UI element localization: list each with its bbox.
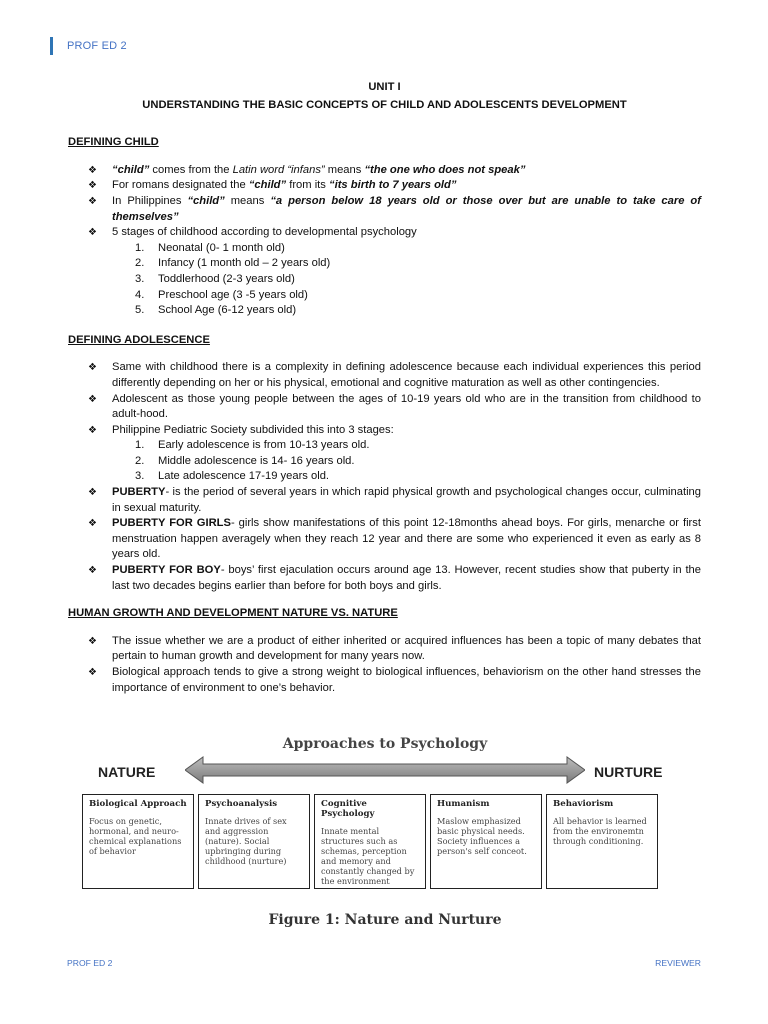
list-item [68, 272, 701, 288]
term: PUBERTY FOR GIRLS [112, 517, 231, 530]
text: The issue whether we are a product of either inherited or acquired influences has been a topic of many debates that pertain to human growth and development for many years now. [112, 634, 701, 663]
stage-text: Middle adolescence is 14- 16 years old. [158, 454, 355, 467]
unit-subtitle: UNDERSTANDING THE BASIC CONCEPTS OF CHILD AND ADOLESCENTS DEVELOPMENT [142, 98, 627, 111]
approach-title: Psychoanalysis [205, 799, 278, 809]
list-item [68, 225, 701, 241]
list-item [68, 485, 701, 516]
term: “child” [187, 194, 225, 207]
diamond-bullet-icon: ❖ [88, 667, 97, 678]
list-number: 4. [135, 288, 145, 301]
section-heading-nature: HUMAN GROWTH AND DEVELOPMENT NATURE VS. NATURE [68, 607, 398, 620]
childhood-stages-list [68, 241, 701, 319]
header-title: PROF ED 2 [67, 40, 127, 52]
text: 5 stages of childhood according to developmental psychology [112, 226, 417, 239]
header-accent-bar [50, 37, 53, 55]
text: In Philippines [112, 194, 188, 207]
list-item [68, 516, 701, 563]
approach-box-biological [82, 794, 194, 889]
diamond-bullet-icon: ❖ [88, 164, 97, 176]
diamond-bullet-icon: ❖ [88, 227, 97, 239]
diamond-bullet-icon: ❖ [88, 487, 97, 499]
approach-box-psychoanalysis [198, 794, 310, 889]
list-item [68, 178, 701, 194]
list-item [68, 360, 701, 391]
approach-box-humanism [430, 794, 542, 889]
list-item [68, 288, 701, 304]
approach-desc: Focus on genetic, hormonal, and neuro-chemical explanations of behavior [89, 816, 182, 856]
term: PUBERTY [112, 486, 166, 499]
approach-title: Cognitive Psychology [321, 799, 375, 819]
stage-text: Early adolescence is from 10-13 years old. [158, 439, 370, 452]
list-item [68, 423, 701, 439]
approach-box-behaviorism [546, 794, 658, 889]
list-item [68, 392, 701, 423]
list-item [68, 163, 701, 179]
approach-title: Biological Approach [89, 799, 187, 809]
text: Philippine Pediatric Society subdivided this into 3 stages: [112, 423, 394, 436]
list-number: 5. [135, 304, 145, 317]
diamond-bullet-icon: ❖ [88, 195, 97, 207]
text: Adolescent as those young people between the ages of 10-19 years old who are in the transition from childhood to adult-hood. [112, 392, 701, 421]
list-item [68, 469, 701, 485]
approach-desc: All behavior is learned from the environemtn through conditioning. [553, 816, 647, 846]
text: means [224, 194, 271, 207]
stage-text: Preschool age (3 -5 years old) [158, 288, 308, 301]
text: - boys’ first ejaculation occurs around age 13. However, recent studies show that puberty in the last two decades begins earlier than before for both boys and girls. [112, 564, 701, 592]
term: “child” [248, 179, 287, 192]
approach-box-cognitive [314, 794, 426, 889]
diamond-bullet-icon: ❖ [88, 180, 97, 192]
diamond-bullet-icon: ❖ [88, 635, 97, 647]
child-bullets [68, 163, 701, 241]
footer-right: REVIEWER [655, 958, 701, 968]
footer-left: PROF ED 2 [67, 958, 113, 968]
text: For romans designated the [112, 179, 249, 192]
diamond-bullet-icon: ❖ [88, 518, 97, 530]
list-item [68, 438, 701, 454]
puberty-bullets [68, 485, 701, 594]
figure-title: Approaches to Psychology [282, 736, 488, 752]
figure-caption: Figure 1: Nature and Nurture [268, 912, 502, 928]
term: “its birth to 7 years old” [329, 179, 457, 192]
list-item [68, 665, 701, 696]
text: means [324, 163, 365, 176]
list-item [68, 634, 701, 665]
double-arrow-icon [185, 756, 585, 784]
list-item [68, 454, 701, 470]
unit-title: UNIT I [368, 81, 401, 93]
stage-text: School Age (6-12 years old) [158, 304, 297, 317]
nature-label: NATURE [98, 764, 156, 780]
approach-desc: Innate mental structures such as schemas, perception and memory and constantly changed by the environment [321, 826, 415, 886]
nurture-label: NURTURE [594, 764, 663, 780]
stage-text: Neonatal (0- 1 month old) [158, 241, 285, 254]
list-item [68, 256, 701, 272]
diamond-bullet-icon: ❖ [88, 565, 97, 577]
diamond-bullet-icon: ❖ [88, 393, 97, 405]
list-number: 1. [135, 241, 145, 254]
approach-boxes [82, 794, 658, 889]
approaches-figure [80, 736, 690, 941]
diamond-bullet-icon: ❖ [88, 362, 97, 374]
list-number: 2. [135, 257, 145, 270]
document-body [68, 80, 701, 696]
text: from its [286, 179, 329, 192]
section-heading-adolescence: DEFINING ADOLESCENCE [68, 333, 210, 346]
list-number: 3. [135, 272, 145, 285]
term: PUBERTY FOR BOY [112, 564, 221, 577]
list-item [68, 194, 701, 225]
list-number: 3. [135, 470, 145, 483]
text: - girls show manifestations of this point 12-18months ahead boys. For girls, menarche or first menstruation happen averagely when they reach 12 year and there are some who experienced it even as early as 8 years old. [112, 517, 701, 561]
section-heading-child: DEFINING CHILD [68, 136, 159, 149]
approach-desc: Maslow emphasized basic physical needs. Society influences a person's self conceot. [437, 816, 527, 856]
list-number: 1. [135, 439, 145, 452]
term: “a person below 18 years old or those over but are unable to take care of themselves” [112, 194, 701, 223]
text: - is the period of several years in which rapid physical growth and psychological changes occur, culminating in sexual maturity. [112, 486, 701, 514]
stage-text: Late adolescence 17-19 years old. [158, 470, 330, 483]
stage-text: Toddlerhood (2-3 years old) [158, 272, 295, 285]
list-number: 2. [135, 454, 145, 467]
text: Same with childhood there is a complexity in defining adolescence because each individual experiences this period differently depending on her or his physical, emotional and cognitive maturation as well as other contingencies. [112, 361, 701, 389]
term: “child” [112, 163, 150, 176]
term: “the one who does not speak” [364, 163, 526, 176]
approach-title: Behaviorism [553, 799, 614, 809]
text: Biological approach tends to give a strong weight to biological influences, behaviorism on the other hand stresses the importance of environment to one’s behavior. [112, 666, 701, 694]
term: Latin word “infans” [232, 163, 325, 176]
adolescence-stages-list [68, 438, 701, 485]
approach-desc: Innate drives of sex and aggression (nature). Social upbringing during childhood (nurture) [205, 816, 287, 866]
nature-bullets [68, 634, 701, 696]
list-item [68, 303, 701, 319]
text: comes from the [149, 163, 233, 176]
diamond-bullet-icon: ❖ [88, 424, 97, 436]
adolescence-bullets [68, 360, 701, 438]
approach-title: Humanism [437, 799, 490, 809]
list-item [68, 563, 701, 594]
list-item [68, 241, 701, 257]
stage-text: Infancy (1 month old – 2 years old) [158, 257, 331, 270]
